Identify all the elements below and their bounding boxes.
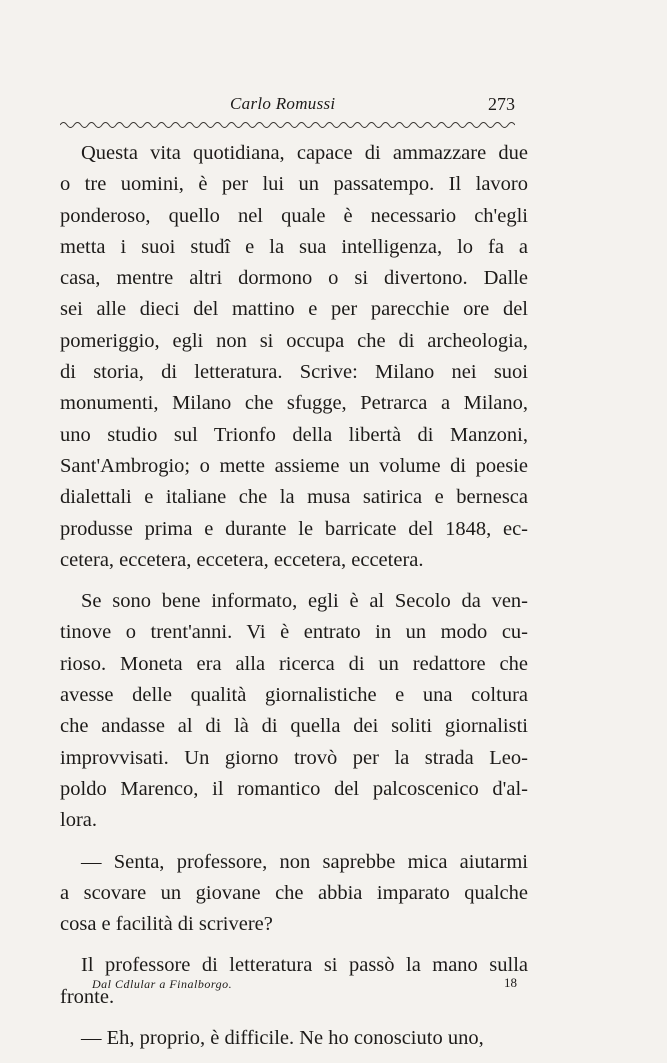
page-number: 273 [488,94,515,114]
text-line: di storia, di letteratura. Scrive: Milano nei suoi [60,361,528,384]
text-line: a scovare un giovane che abbia imparato qualche [60,881,528,904]
text-line: — Senta, professore, non saprebbe mica aiutarmi [81,850,528,873]
text-line: lora. [60,809,97,832]
text-line: Sant'Ambrogio; o mette assieme un volume di poesie [60,454,528,477]
text-line: pomeriggio, egli non si occupa che di archeologia, [60,329,528,352]
text-line: Il professore di letteratura si passò la mano sulla [81,954,528,977]
sheet-number: 18 [504,975,517,990]
text-line: rioso. Moneta era alla ricerca di un redattore che [60,652,528,675]
text-line: tinove o trent'anni. Vi è entrato in un modo cu- [60,621,528,644]
text-line: casa, mentre altri dormono o si divertono. Dalle [60,267,528,290]
text-line: cetera, eccetera, eccetera, eccetera, eccetera. [60,548,424,571]
text-line: cosa e facilità di scrivere? [60,913,273,936]
printer-signature: Dal Cdlular a Finalborgo. [92,977,233,991]
page-footer [92,975,517,995]
text-line: Se sono bene informato, egli è al Secolo da ven- [81,590,528,613]
page-header [60,94,515,118]
text-line: uno studio sul Trionfo della libertà di Manzoni, [60,423,528,446]
running-head: Carlo Romussi [230,94,336,113]
text-line: Questa vita quotidiana, capace di ammazzare due [81,142,528,164]
text-line: fronte. [60,985,115,1008]
text-line: — Eh, proprio, è difficile. Ne ho conosciuto uno, [81,1027,484,1050]
text-line: metta i suoi studî e la sua intelligenza, lo fa a [60,235,528,258]
wavy-rule-ornament [60,119,515,131]
text-line: monumenti, Milano che sfugge, Petrarca a Milano, [60,392,528,415]
text-line: o tre uomini, è per lui un passatempo. Il lavoro [60,173,528,196]
text-line: produsse prima e durante le barricate del 1848, ec- [60,517,528,540]
body-text [60,138,528,1054]
text-line: dialettali e italiane che la musa satirica e bernesca [60,486,528,509]
text-line: sei alle dieci del mattino e per parecchie ore del [60,298,528,321]
text-line: che andasse al di là di quella dei soliti giornalisti [60,715,528,738]
text-line: ponderoso, quello nel quale è necessario ch'egli [60,204,528,227]
text-line: poldo Marenco, il romantico del palcoscenico d'al- [60,777,528,800]
text-line: avesse delle qualità giornalistiche e una coltura [60,684,528,707]
text-line: improvvisati. Un giorno trovò per la strada Leo- [60,746,528,769]
